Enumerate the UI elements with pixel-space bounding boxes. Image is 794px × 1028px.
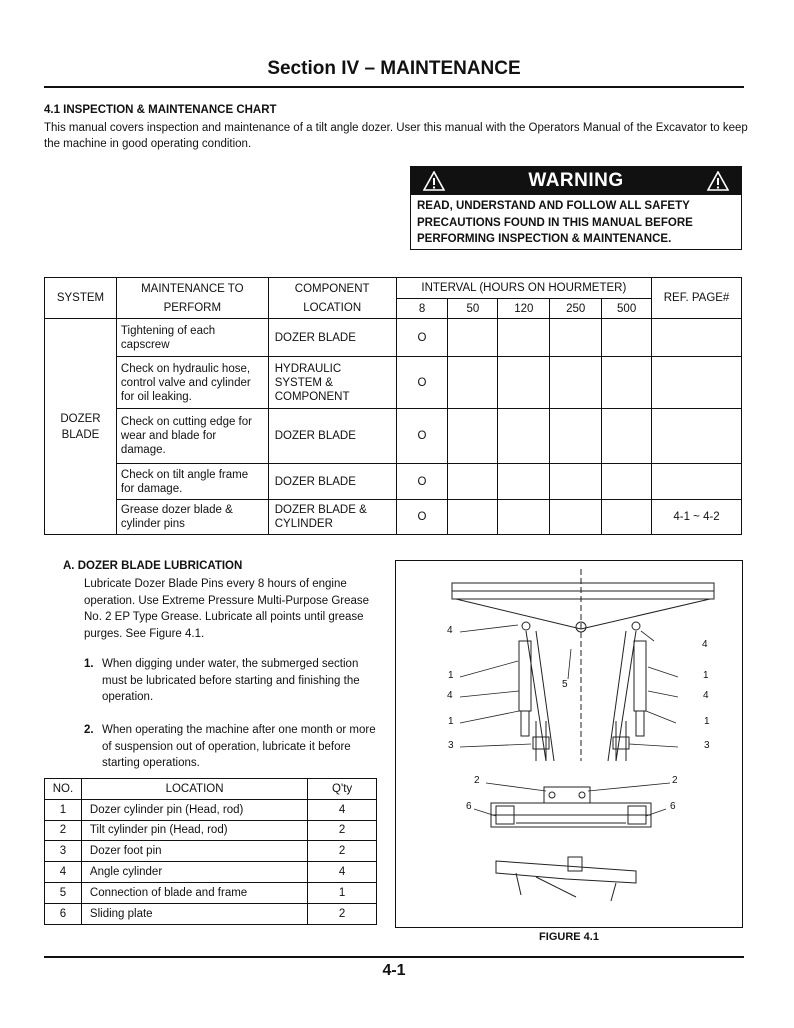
task-cell: Check on tilt angle frame for damage.	[116, 464, 268, 500]
table-row	[45, 799, 377, 820]
note-item	[84, 722, 384, 772]
table-row	[45, 862, 377, 883]
callout-4: 4	[703, 690, 709, 701]
chart-heading: 4.1 INSPECTION & MAINTENANCE CHART	[44, 104, 277, 116]
header-component	[268, 278, 396, 319]
lubrication-body: Lubricate Dozer Blade Pins every 8 hours of engine operation. Use Extreme Pressure Multi-Purpose Grease No. 2 EP Type Grease. Lubricate all points until grease purges. See Figure 4.1.	[84, 578, 370, 640]
callout-1: 1	[448, 716, 454, 727]
note-number: 1.	[84, 658, 94, 670]
interval-500: 500	[602, 299, 652, 319]
warning-line: READ, UNDERSTAND AND FOLLOW ALL SAFETY	[417, 200, 690, 212]
ref-cell: 4-1 ~ 4-2	[652, 500, 742, 535]
warning-triangle-icon	[423, 171, 445, 191]
interval-50: 50	[448, 299, 498, 319]
point-location: Connection of blade and frame	[81, 882, 307, 903]
point-no: 6	[45, 903, 82, 924]
callout-1: 1	[703, 670, 709, 681]
callout-6: 6	[466, 801, 472, 812]
table-row	[45, 357, 742, 409]
point-no: 3	[45, 841, 82, 862]
callout-2: 2	[474, 775, 480, 786]
location-cell: DOZER BLADE & CYLINDER	[268, 500, 396, 535]
table-row	[45, 882, 377, 903]
interval-mark: O	[396, 464, 448, 500]
point-location: Sliding plate	[81, 903, 307, 924]
note-number: 2.	[84, 724, 94, 736]
interval-mark: O	[396, 319, 448, 357]
point-no: 5	[45, 882, 82, 903]
table-row	[45, 464, 742, 500]
warning-line: PERFORMING INSPECTION & MAINTENANCE.	[417, 233, 672, 245]
ref-cell	[652, 464, 742, 500]
task-cell: Check on hydraulic hose, control valve and cylinder for oil leaking.	[116, 357, 268, 409]
header-component-line: COMPONENT	[294, 282, 370, 295]
header-location: LOCATION	[81, 779, 307, 800]
note-item	[84, 656, 384, 706]
location-cell: HYDRAULIC SYSTEM & COMPONENT	[268, 357, 396, 409]
warning-triangle-icon	[707, 171, 729, 191]
point-no: 1	[45, 799, 82, 820]
system-cell	[45, 319, 117, 535]
callout-2: 2	[672, 775, 678, 786]
warning-box	[410, 166, 742, 250]
interval-120: 120	[498, 299, 550, 319]
section-title: Section IV – MAINTENANCE	[267, 58, 521, 79]
ref-cell	[652, 319, 742, 357]
header-qty: Q'ty	[308, 779, 377, 800]
interval-250: 250	[550, 299, 602, 319]
points-header-row	[45, 779, 377, 800]
location-cell: DOZER BLADE	[268, 409, 396, 464]
point-qty: 2	[308, 841, 377, 862]
callout-6: 6	[670, 801, 676, 812]
point-no: 2	[45, 820, 82, 841]
point-qty: 2	[308, 903, 377, 924]
point-location: Angle cylinder	[81, 862, 307, 883]
interval-mark: O	[396, 409, 448, 464]
footer-rule	[44, 956, 744, 958]
header-rule	[44, 86, 744, 88]
table-row	[45, 903, 377, 924]
page-number: 4-1	[382, 962, 406, 979]
point-no: 4	[45, 862, 82, 883]
task-cell: Tightening of each capscrew	[116, 319, 268, 357]
warning-text	[411, 195, 741, 248]
header-interval: INTERVAL (HOURS ON HOURMETER)	[396, 278, 651, 299]
header-maintenance-line: MAINTENANCE TO	[141, 282, 244, 295]
point-qty: 1	[308, 882, 377, 903]
system-line: DOZER	[60, 412, 101, 425]
header-component-line: LOCATION	[303, 301, 362, 314]
header-maintenance	[116, 278, 268, 319]
location-cell: DOZER BLADE	[268, 464, 396, 500]
callout-3: 3	[448, 740, 454, 751]
location-cell: DOZER BLADE	[268, 319, 396, 357]
table-row	[45, 820, 377, 841]
header-system: SYSTEM	[45, 278, 117, 319]
header-maintenance-line: PERFORM	[163, 301, 222, 314]
callout-4: 4	[447, 690, 453, 701]
table-row	[45, 409, 742, 464]
header-ref-page: REF. PAGE#	[652, 278, 742, 319]
ref-cell	[652, 357, 742, 409]
warning-header	[411, 167, 741, 195]
point-qty: 4	[308, 799, 377, 820]
warning-title: WARNING	[528, 170, 624, 191]
table-row	[45, 319, 742, 357]
figure-caption: FIGURE 4.1	[539, 931, 599, 943]
table-header-row	[45, 278, 742, 299]
callout-1: 1	[448, 670, 454, 681]
task-cell: Grease dozer blade & cylinder pins	[116, 500, 268, 535]
blade-side-view	[496, 861, 636, 883]
task-cell: Check on cutting edge for wear and blade for damage.	[116, 409, 268, 464]
ref-cell	[652, 409, 742, 464]
warning-line: PRECAUTIONS FOUND IN THIS MANUAL BEFORE	[417, 216, 693, 229]
callout-5: 5	[562, 679, 568, 690]
dozer-cylinder-right	[634, 641, 646, 711]
table-row	[45, 500, 742, 535]
header-no: NO.	[45, 779, 82, 800]
lubrication-title: A. DOZER BLADE LUBRICATION	[63, 560, 243, 572]
point-location: Tilt cylinder pin (Head, rod)	[81, 820, 307, 841]
interval-mark: O	[396, 357, 448, 409]
callout-3: 3	[704, 740, 710, 751]
callout-4: 4	[447, 625, 453, 636]
note-text: When operating the machine after one month or more of suspension out of operation, lubricate it before starting operations.	[102, 724, 376, 769]
system-line: BLADE	[61, 428, 100, 441]
point-location: Dozer foot pin	[81, 841, 307, 862]
table-row	[45, 841, 377, 862]
point-qty: 2	[308, 820, 377, 841]
point-qty: 4	[308, 862, 377, 883]
interval-mark: O	[396, 500, 448, 535]
lubrication-points-table	[44, 778, 377, 925]
note-text: When digging under water, the submerged section must be lubricated before starting and finishing the operation.	[102, 658, 360, 703]
point-location: Dozer cylinder pin (Head, rod)	[81, 799, 307, 820]
intro-paragraph: This manual covers inspection and maintenance of a tilt angle dozer. User this manual with the Operators Manual of the Excavator to keep the machine in good operating condition.	[44, 122, 748, 150]
interval-8: 8	[396, 299, 448, 319]
callout-1: 1	[704, 716, 710, 727]
maintenance-chart-table	[44, 277, 742, 535]
callout-4: 4	[702, 639, 708, 650]
figure-4-1	[395, 560, 743, 943]
